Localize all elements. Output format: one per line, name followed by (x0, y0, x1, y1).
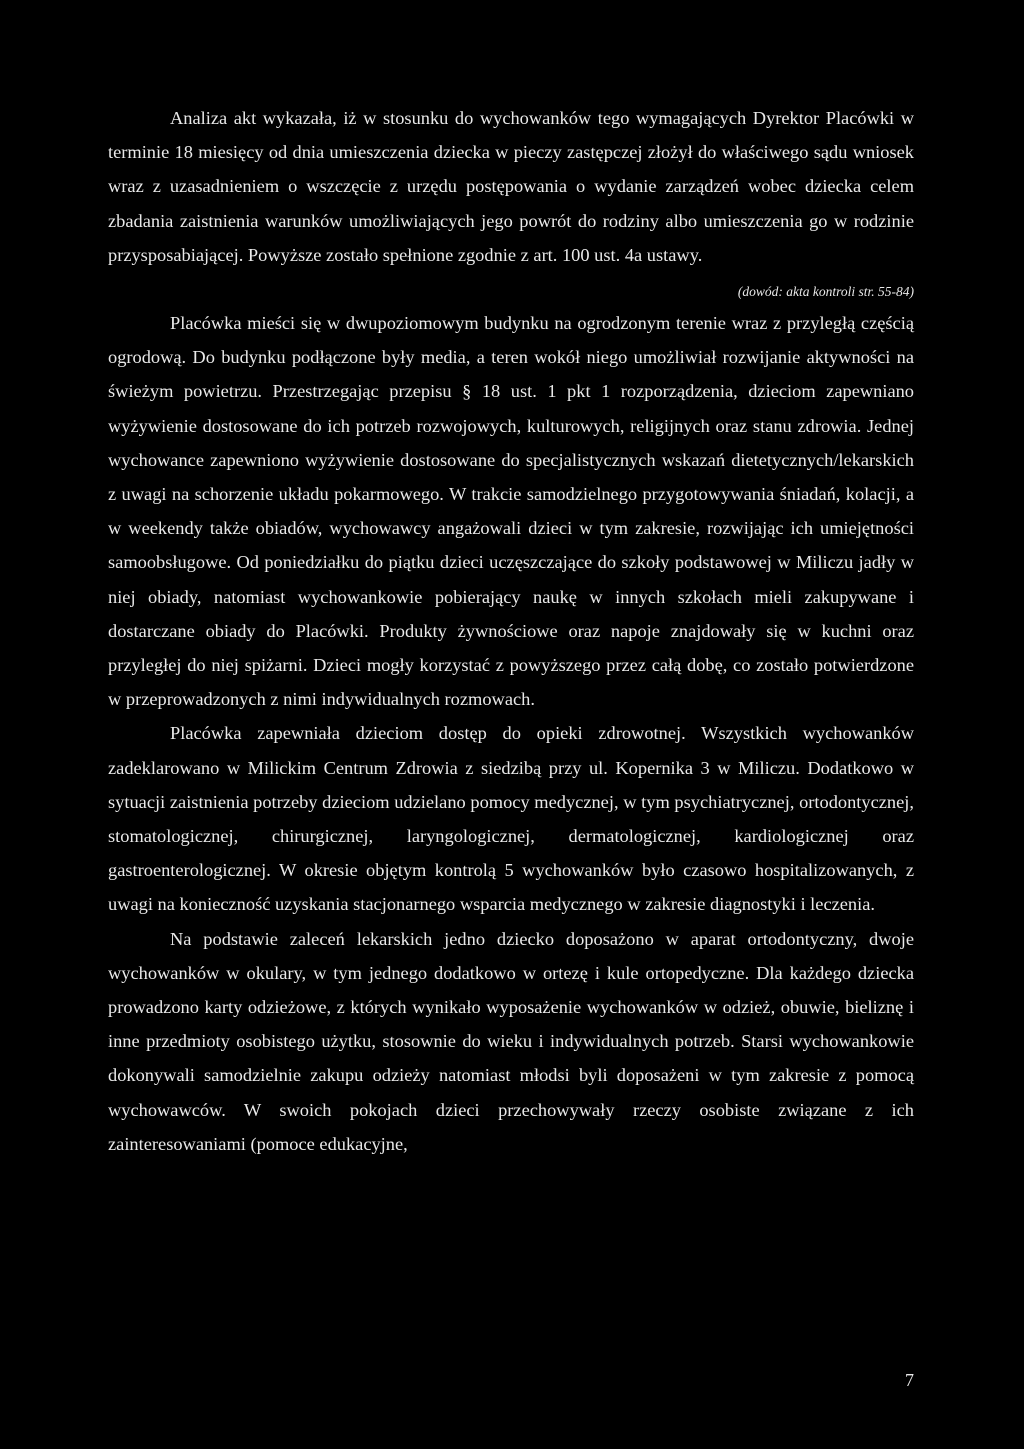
paragraph-3: Placówka zapewniała dzieciom dostęp do opieki zdrowotnej. Wszystkich wychowanków zadeklarowano w Milickim Centrum Zdrowia z siedzibą przy ul. Kopernika 3 w Miliczu. Dodatkowo w sytuacji zaistnienia potrzeby dzieciom udzielano pomocy medycznej, w tym psychiatrycznej, ortodontycznej, stomatologicznej, chirurgicznej, laryngologicznej, dermatologicznej, kardiologicznej oraz gastroenterologicznej. W okresie objętym kontrolą 5 wychowanków było czasowo hospitalizowanych, z uwagi na konieczność uzyskania stacjonarnego wsparcia medycznego w zakresie diagnostyki i leczenia. (108, 723, 914, 915)
paragraph-4: Na podstawie zaleceń lekarskich jedno dziecko doposażono w aparat ortodontyczny, dwoje wychowanków w okulary, w tym jednego dodatkowo w ortezę i kule ortopedyczne. Dla każdego dziecka prowadzono karty odzieżowe, z których wynikało wyposażenie wychowanków w odzież, obuwie, bieliznę i inne przedmioty osobistego użytku, stosownie do wieku i indywidualnych potrzeb. Starsi wychowankowie dokonywali samodzielnie zakupu odzieży natomiast młodsi byli doposażeni w tym zakresie z pomocą wychowawców. W swoich pokojach dzieci przechowywały rzeczy osobiste związane z ich zainteresowaniami (pomoce edukacyjne, (108, 928, 914, 1154)
paragraph-2: Placówka mieści się w dwupoziomowym budynku na ogrodzonym terenie wraz z przyległą częścią ogrodową. Do budynku podłączone były media, a teren wokół niego umożliwiał rozwijanie aktywności na świeżym powietrzu. Przestrzegając przepisu § 18 ust. 1 pkt 1 rozporządzenia, dzieciom zapewniano wyżywienie dostosowane do ich potrzeb rozwojowych, kulturowych, religijnych oraz stanu zdrowia. Jednej wychowance zapewniono wyżywienie dostosowane do specjalistycznych wskazań dietetycznych/lekarskich z uwagi na schorzenie układu pokarmowego. W trakcie samodzielnego przygotowywania śniadań, kolacji, a w weekendy także obiadów, wychowawcy angażowali dzieci w tym zakresie, rozwijając ich umiejętności samoobsługowe. Od poniedziałku do piątku dzieci uczęszczające do szkoły podstawowej w Miliczu jadły w niej obiady, natomiast wychowankowie pobierający naukę w innych szkołach mieli zakupywane i dostarczane obiady do Placówki. Produkty żywnościowe oraz napoje znajdowały się w kuchni oraz przyległej do niej spiżarni. Dzieci mogły korzystać z powyższego przez całą dobę, co zostało potwierdzone w przeprowadzonych z nimi indywidualnych rozmowach. (108, 313, 914, 710)
evidence-note: (dowód: akta kontroli str. 55-84) (737, 284, 914, 300)
page-number: 7 (905, 1370, 914, 1390)
paragraph-1: Analiza akt wykazała, iż w stosunku do wychowanków tego wymagających Dyrektor Placówki w terminie 18 miesięcy od dnia umieszczenia dziecka w pieczy zastępczej złożył do właściwego sądu wniosek wraz z uzasadnieniem o wszczęcie z urzędu postępowania o wydanie zarządzeń wobec dziecka celem zbadania zaistnienia warunków umożliwiających jego powrót do rodziny albo umieszczenia go w rodzinie przysposabiającej. Powyższe zostało spełnione zgodnie z art. 100 ust. 4a ustawy. (108, 108, 914, 265)
document-body (108, 101, 914, 1161)
